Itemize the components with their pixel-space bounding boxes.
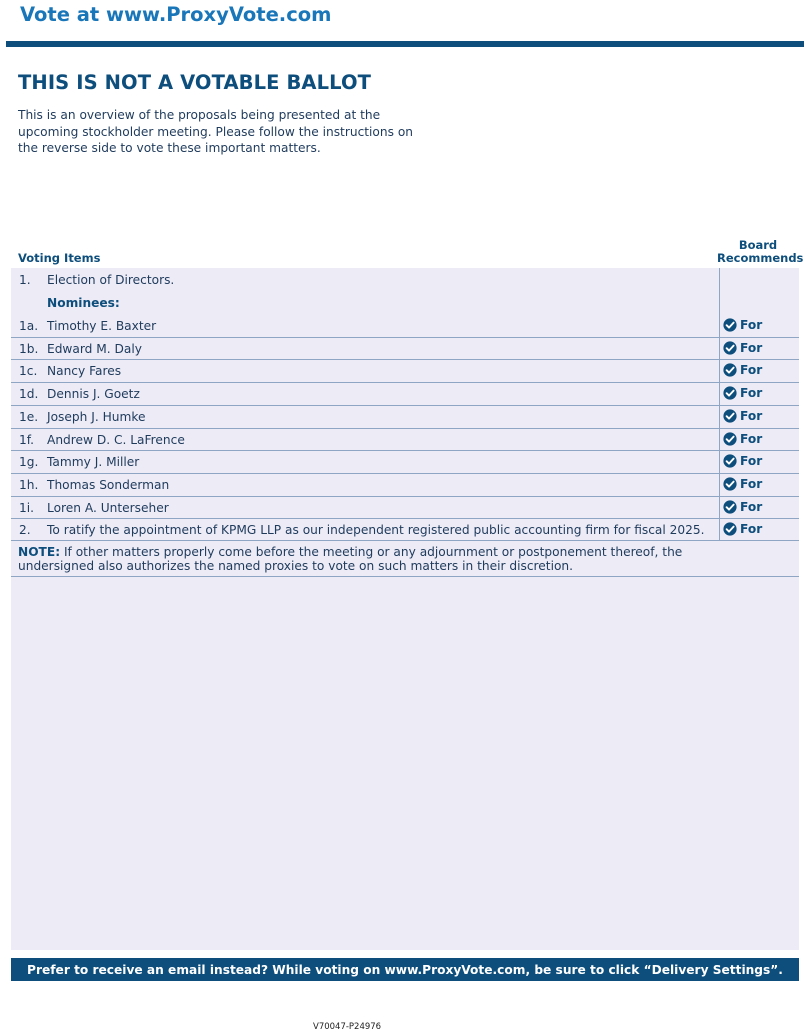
nominees-row bbox=[11, 292, 799, 314]
recommendation-label: For bbox=[740, 432, 763, 446]
check-circle-icon bbox=[723, 363, 740, 377]
board-recommendation bbox=[723, 522, 762, 536]
table-row bbox=[11, 474, 799, 496]
table-row bbox=[11, 383, 799, 405]
check-circle-icon bbox=[723, 432, 740, 446]
board-recommendation bbox=[723, 500, 762, 514]
delivery-settings-banner: Prefer to receive an email instead? While voting on www.ProxyVote.com, be sure to click “Delivery Settings”. bbox=[11, 958, 799, 981]
item-1-row bbox=[11, 269, 799, 291]
intro-line: This is an overview of the proposals being presented at the bbox=[18, 108, 381, 122]
item-text: Election of Directors. bbox=[47, 273, 175, 287]
check-circle-icon bbox=[723, 500, 740, 514]
note-text: If other matters properly come before the meeting or any adjournment or postponement thereof, the undersigned also authorizes the named proxies to vote on such matters in their discretion. bbox=[18, 545, 683, 573]
table-row bbox=[11, 406, 799, 428]
check-circle-icon bbox=[723, 522, 740, 536]
item-number: 1a. bbox=[19, 319, 39, 333]
board-recommendation bbox=[723, 432, 762, 446]
document-code: V70047-P24976 bbox=[313, 1022, 382, 1032]
item-number: 2. bbox=[19, 523, 31, 537]
recommendation-label: For bbox=[740, 454, 763, 468]
check-circle-icon bbox=[723, 341, 740, 355]
table-row bbox=[11, 451, 799, 473]
note bbox=[18, 545, 738, 573]
note-label: NOTE: bbox=[18, 545, 61, 559]
item-number: 1b. bbox=[19, 342, 39, 356]
row-divider bbox=[11, 540, 799, 541]
item-text: To ratify the appointment of KPMG LLP as our independent registered public accounting firm for fiscal 2025. bbox=[47, 523, 705, 537]
board-recommendation bbox=[723, 363, 762, 377]
board-recommends-header bbox=[717, 238, 804, 265]
item-text: Tammy J. Miller bbox=[47, 455, 140, 469]
table-row bbox=[11, 315, 799, 337]
check-circle-icon bbox=[723, 318, 740, 332]
table-row bbox=[11, 338, 799, 360]
item-text: Dennis J. Goetz bbox=[47, 387, 140, 401]
recommendation-label: For bbox=[740, 341, 763, 355]
recommendation-label: For bbox=[740, 500, 763, 514]
board-recommendation bbox=[723, 318, 762, 332]
recommendation-label: For bbox=[740, 318, 763, 332]
item-text: Loren A. Unterseher bbox=[47, 501, 169, 515]
item-number: 1f. bbox=[19, 433, 35, 447]
intro-line: the reverse side to vote these important matters. bbox=[18, 141, 321, 155]
item-text: Timothy E. Baxter bbox=[47, 319, 157, 333]
recommendation-label: For bbox=[740, 522, 763, 536]
check-circle-icon bbox=[723, 477, 740, 491]
item-number: 1i. bbox=[19, 501, 35, 515]
recommendation-label: For bbox=[740, 386, 763, 400]
item-text: Nancy Fares bbox=[47, 364, 122, 378]
recommendation-label: For bbox=[740, 409, 763, 423]
item-number: 1e. bbox=[19, 410, 39, 424]
board-recommendation bbox=[723, 409, 762, 423]
board-header-line2: Recommends bbox=[717, 251, 804, 265]
table-row bbox=[11, 497, 799, 519]
item-number: 1h. bbox=[19, 478, 39, 492]
check-circle-icon bbox=[723, 409, 740, 423]
table-row bbox=[11, 429, 799, 451]
intro-line: upcoming stockholder meeting. Please follow the instructions on bbox=[18, 124, 414, 139]
intro-text bbox=[18, 107, 414, 157]
item-number: 1d. bbox=[19, 387, 39, 401]
nominees-label: Nominees: bbox=[47, 296, 120, 310]
table-row bbox=[11, 519, 799, 541]
ballot-title: THIS IS NOT A VOTABLE BALLOT bbox=[18, 71, 372, 94]
table-row bbox=[11, 360, 799, 382]
item-text: Thomas Sonderman bbox=[47, 478, 170, 492]
board-recommendation bbox=[723, 386, 762, 400]
check-circle-icon bbox=[723, 454, 740, 468]
item-text: Joseph J. Humke bbox=[47, 410, 146, 424]
item-number: 1c. bbox=[19, 364, 38, 378]
note-divider bbox=[11, 576, 799, 577]
vote-at-header: Vote at www.ProxyVote.com bbox=[20, 3, 332, 26]
voting-items-header: Voting Items bbox=[18, 251, 101, 265]
item-number: 1g. bbox=[19, 455, 39, 469]
item-text: Andrew D. C. LaFrence bbox=[47, 433, 185, 447]
header-rule bbox=[6, 41, 804, 47]
board-header-line1: Board bbox=[738, 238, 778, 252]
board-recommendation bbox=[723, 454, 762, 468]
recommendation-label: For bbox=[740, 363, 763, 377]
item-number: 1. bbox=[19, 273, 31, 287]
item-text: Edward M. Daly bbox=[47, 342, 142, 356]
check-circle-icon bbox=[723, 386, 740, 400]
recommendation-label: For bbox=[740, 477, 763, 491]
board-recommendation bbox=[723, 477, 762, 491]
board-recommendation bbox=[723, 341, 762, 355]
